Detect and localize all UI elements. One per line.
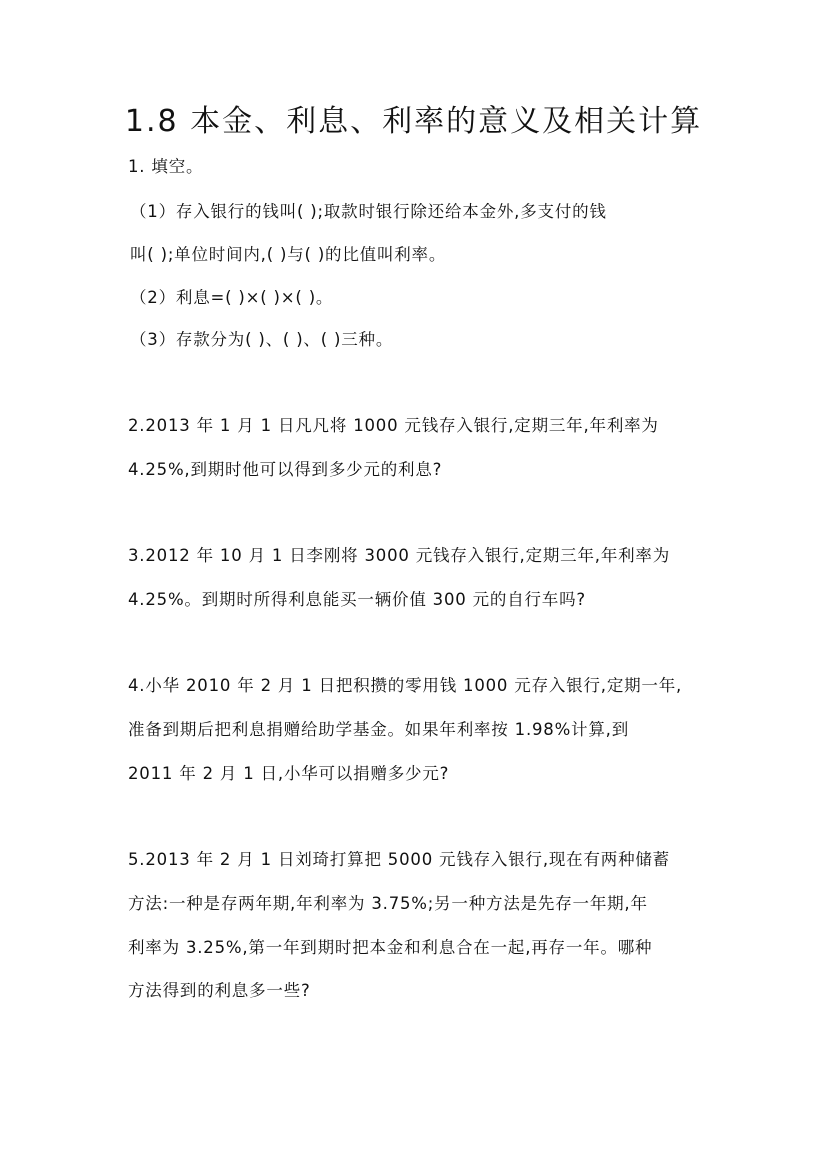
problem-5-line-1: 5.2013 年 2 月 1 日刘琦打算把 5000 元钱存入银行,现在有两种储蓄 xyxy=(128,850,670,869)
problem-5-line-2: 方法:一种是存两年期,年利率为 3.75%;另一种方法是先存一年期,年 xyxy=(128,894,648,913)
problem-2-line-2: 4.25%,到期时他可以得到多少元的利息? xyxy=(128,460,443,479)
section-1-heading: 1. 填空。 xyxy=(128,157,204,176)
problem-2-line-1: 2.2013 年 1 月 1 日凡凡将 1000 元钱存入银行,定期三年,年利率为 xyxy=(128,416,659,435)
problem-5-line-4: 方法得到的利息多一些? xyxy=(128,981,311,1000)
fill-blank-2: （2）利息=( )×( )×( )。 xyxy=(130,288,334,307)
problem-4-line-1: 4.小华 2010 年 2 月 1 日把积攒的零用钱 1000 元存入银行,定期一年, xyxy=(128,676,683,695)
problem-4-line-2: 准备到期后把利息捐赠给助学基金。如果年利率按 1.98%计算,到 xyxy=(128,720,630,739)
problem-3-line-1: 3.2012 年 10 月 1 日李刚将 3000 元钱存入银行,定期三年,年利率为 xyxy=(128,546,671,565)
problem-5-line-3: 利率为 3.25%,第一年到期时把本金和利息合在一起,再存一年。哪种 xyxy=(128,938,653,957)
problem-4-line-3: 2011 年 2 月 1 日,小华可以捐赠多少元? xyxy=(128,764,450,783)
problem-3-line-2: 4.25%。到期时所得利息能买一辆价值 300 元的自行车吗? xyxy=(128,590,586,609)
fill-blank-1-line-1: （1）存入银行的钱叫( );取款时银行除还给本金外,多支付的钱 xyxy=(130,202,607,221)
page-title: 1.8 本金、利息、利率的意义及相关计算 xyxy=(124,104,703,139)
fill-blank-1-line-2: 叫( );单位时间内,( )与( )的比值叫利率。 xyxy=(130,245,447,264)
fill-blank-3: （3）存款分为( )、( )、( )三种。 xyxy=(130,330,394,349)
